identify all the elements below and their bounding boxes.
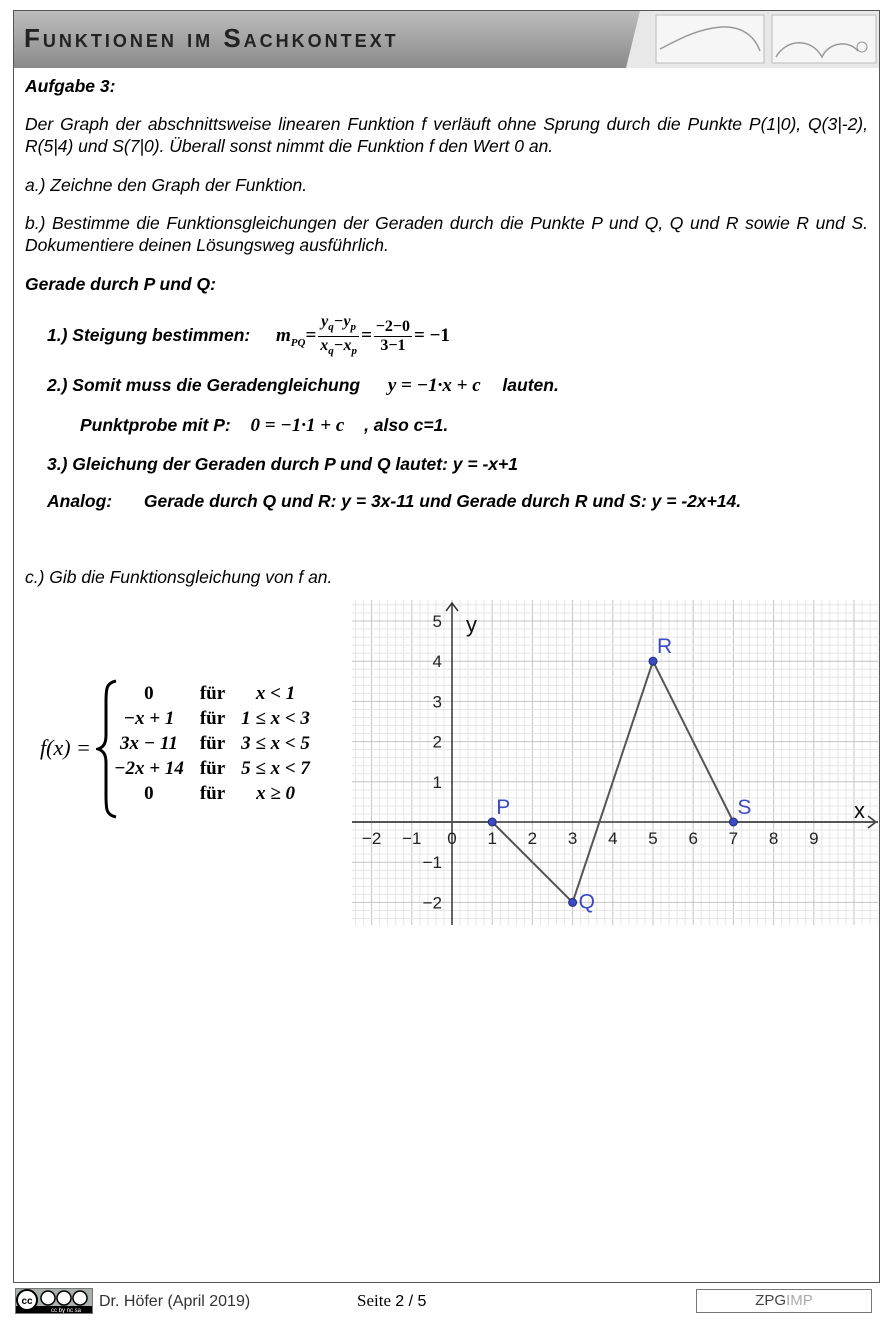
probe-tail: , also c=1. bbox=[364, 415, 449, 435]
x-tick-label: −2 bbox=[361, 829, 382, 848]
x-tick-label: 8 bbox=[768, 829, 779, 848]
point-label-q: Q bbox=[578, 890, 595, 914]
x-tick-label: 6 bbox=[688, 829, 698, 848]
sub-heading-pq: Gerade durch P und Q: bbox=[25, 274, 216, 294]
x-axis-label: x bbox=[854, 798, 865, 823]
step-2-label: 2.) Somit muss die Geradengleichung bbox=[47, 375, 361, 395]
y-tick-label: 5 bbox=[432, 612, 442, 631]
page-header bbox=[14, 11, 879, 68]
step-1 bbox=[47, 313, 847, 360]
task-heading: Aufgabe 3: bbox=[25, 76, 116, 96]
analog-line bbox=[47, 490, 867, 512]
header-decoration bbox=[626, 11, 879, 68]
analog-label: Analog: bbox=[47, 491, 113, 511]
page-footer bbox=[13, 1286, 880, 1316]
x-tick-label: 1 bbox=[487, 829, 497, 848]
page-count: 2 / 5 bbox=[395, 1293, 427, 1310]
point-label-r: R bbox=[657, 635, 673, 659]
x-tick-label: 9 bbox=[809, 829, 819, 848]
y-tick-label: −2 bbox=[422, 893, 442, 913]
part-a: a.) Zeichne den Graph der Funktion. bbox=[25, 175, 308, 195]
piecewise-table bbox=[106, 681, 318, 806]
task-intro: Der Graph der abschnittsweise linearen Funktion f verläuft ohne Sprung durch die Punkte P(1|0), Q(3|-2), R(5|4) und S(7|0). Überall sonst nimmt die Funktion f den Wert 0 an. bbox=[25, 114, 868, 156]
point-label-p: P bbox=[496, 796, 511, 819]
piece-row: −x + 1 für 1 ≤ x < 3 bbox=[123, 708, 310, 729]
step-2-equation: y = −1·x + c bbox=[387, 375, 481, 396]
function-graph bbox=[352, 600, 878, 925]
x-tick-label: 3 bbox=[567, 829, 578, 848]
step-3: 3.) Gleichung der Geraden durch P und Q lautet: y = -x+1 bbox=[47, 454, 518, 474]
point-s bbox=[729, 818, 737, 826]
piecewise-lhs: f(x) = bbox=[40, 735, 91, 760]
piece-row: 0 für x ≥ 0 bbox=[144, 783, 296, 804]
probe-equation: 0 = −1·1 + c bbox=[250, 415, 345, 436]
y-tick-label: −1 bbox=[422, 853, 442, 873]
svg-text:cc: cc bbox=[21, 1296, 33, 1307]
piece-row: 3x − 11 für 3 ≤ x < 5 bbox=[119, 733, 310, 754]
x-tick-label: 4 bbox=[608, 829, 618, 848]
x-tick-label: 7 bbox=[728, 829, 739, 848]
page-title: Funktionen im Sachkontext bbox=[24, 23, 399, 53]
point-q bbox=[569, 898, 577, 906]
author-info: Dr. Höfer (April 2019) bbox=[99, 1293, 251, 1310]
y-axis-label: y bbox=[466, 612, 477, 637]
part-b: b.) Bestimme die Funktionsgleichungen der Geraden durch die Punkte P und Q, Q und R sowie R und S. Dokumentiere deinen Lösungsweg ausführlich. bbox=[25, 213, 868, 255]
cc-icon bbox=[16, 1289, 92, 1313]
y-tick-label: 1 bbox=[432, 772, 442, 792]
svg-text:cc by nc sa: cc by nc sa bbox=[50, 1308, 82, 1313]
step-2 bbox=[47, 374, 847, 397]
part-c: c.) Gib die Funktionsgleichung von f an. bbox=[25, 567, 333, 587]
point-r bbox=[649, 657, 657, 665]
step-1-label: 1.) Steigung bestimmen: bbox=[47, 325, 251, 346]
x-tick-label: −1 bbox=[402, 829, 422, 848]
y-tick-label: 2 bbox=[432, 732, 442, 752]
piece-row: 0 für x < 1 bbox=[144, 683, 296, 704]
point-probe bbox=[80, 414, 840, 437]
analog-text: Gerade durch Q und R: y = 3x-11 und Gerade durch R und S: y = -2x+14. bbox=[143, 491, 742, 511]
step-2-tail: lauten. bbox=[502, 375, 559, 395]
piecewise-function bbox=[38, 675, 338, 825]
y-tick-label: 3 bbox=[432, 692, 442, 712]
probe-label: Punktprobe mit P: bbox=[80, 415, 231, 435]
slope-formula: $m_{PQ}=$ $\frac{y_q-y_p}{x_q-x_p}$ = $\frac{-2-0}{3-1}$ = −1 bbox=[275, 313, 450, 358]
page-word: Seite bbox=[357, 1291, 391, 1310]
cc-license-badge bbox=[15, 1288, 93, 1314]
zpg-logo: ZPGIMP bbox=[696, 1289, 872, 1313]
y-tick-label: 4 bbox=[432, 652, 442, 672]
x-tick-label: 5 bbox=[648, 829, 658, 848]
piece-row: −2x + 14 für 5 ≤ x < 7 bbox=[114, 758, 310, 779]
x-tick-label: 2 bbox=[527, 829, 538, 848]
x-tick-label: 0 bbox=[447, 829, 457, 848]
page-number bbox=[357, 1291, 426, 1311]
point-p bbox=[488, 818, 496, 826]
point-label-s: S bbox=[737, 796, 752, 819]
